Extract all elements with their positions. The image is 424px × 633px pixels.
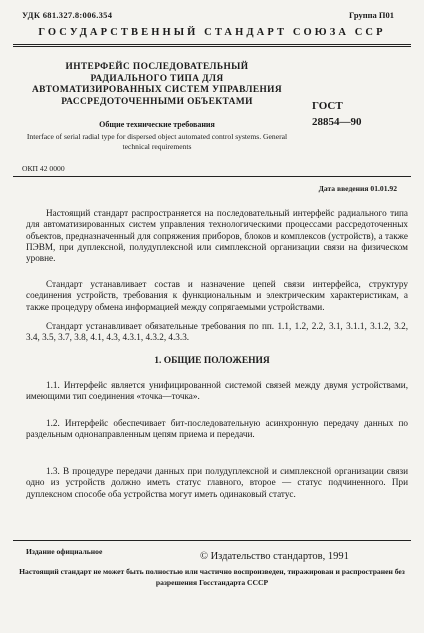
section-paragraph-1: 1.1. Интерфейс является унифицированной системой связей между двумя устройствами, имеющими тип соединения «точка—точка».	[26, 380, 408, 402]
intro-paragraph-1: Настоящий стандарт распространяется на последовательный интерфейс радиального типа для автоматизированных систем управления технологическими процессами рассредоточенных объектов, предназначенный для сопряжения приборов, блоков и комплексов (устройств), а также ПЭВМ, при дуплексной, полудуплексной или симплексной организации связи на физическом уровне.	[26, 208, 408, 264]
intro-paragraph-2: Стандарт устанавливает состав и назначение цепей связи интерфейса, структуру соединения устройств, требования к функциональным и электрическим характеристикам, а также процедуру обмена информацией между сопрягаемыми устройствами.	[26, 279, 408, 312]
group-code: Группа П01	[348, 10, 394, 20]
top-rule-double	[13, 46, 411, 47]
udk-code: УДК 681.327.8:006.354	[22, 10, 113, 20]
section-paragraph-3: 1.3. В процедуре передачи данных при полудуплексной и симплексной организации связи одно из устройств должно иметь статус главного, второе — статус подчиненного. При дуплексном способе оба устройства могут иметь одинаковый статус.	[26, 466, 408, 499]
standard-org-heading: ГОСУДАРСТВЕННЫЙ СТАНДАРТ СОЮЗА ССР	[38, 27, 386, 38]
okp-code: ОКП 42 0000	[22, 164, 65, 173]
section-paragraph-2: 1.2. Интерфейс обеспечивает бит-последовательную асинхронную передачу данных по раздельным однонаправленным цепям приема и передачи.	[26, 418, 408, 440]
intro-paragraph-3: Стандарт устанавливает обязательные требования по пп. 1.1, 1.2, 2.2, 3.1, 3.1.1, 3.1.2, 3.2, 3.4, 3.5, 3.7, 3.8, 4.1, 4.3, 4.3.1, 4.3.2, 4.3.3.	[26, 321, 408, 343]
top-rule	[13, 44, 411, 45]
gost-label: ГОСТ	[312, 100, 343, 112]
section-title: 1. ОБЩИЕ ПОЛОЖЕНИЯ	[154, 356, 270, 366]
english-title: Interface of serial radial type for dispersed object automated control systems. General technical requirements	[26, 132, 288, 151]
document-title: ИНТЕРФЕЙС ПОСЛЕДОВАТЕЛЬНЫЙ РАДИАЛЬНОГО ТИПА ДЛЯ АВТОМАТИЗИРОВАННЫХ СИСТЕМ УПРАВЛЕНИЯ РАССРЕДОТОЧЕННЫМИ ОБЪЕКТАМИ	[31, 62, 283, 107]
reproduction-notice: Настоящий стандарт не может быть полностью или частично воспроизведен, тиражирован и распространен без разрешения Госстандарта СССР	[19, 567, 405, 587]
date-introduced: Дата введения 01.01.92	[318, 184, 397, 193]
copyright: © Издательство стандартов, 1991	[200, 551, 349, 562]
okp-rule	[13, 176, 411, 177]
footer-rule	[13, 540, 411, 541]
requirements-subtitle: Общие технические требования	[99, 120, 215, 129]
official-edition: Издание официальное	[26, 547, 103, 556]
gost-number: 28854—90	[312, 116, 362, 128]
